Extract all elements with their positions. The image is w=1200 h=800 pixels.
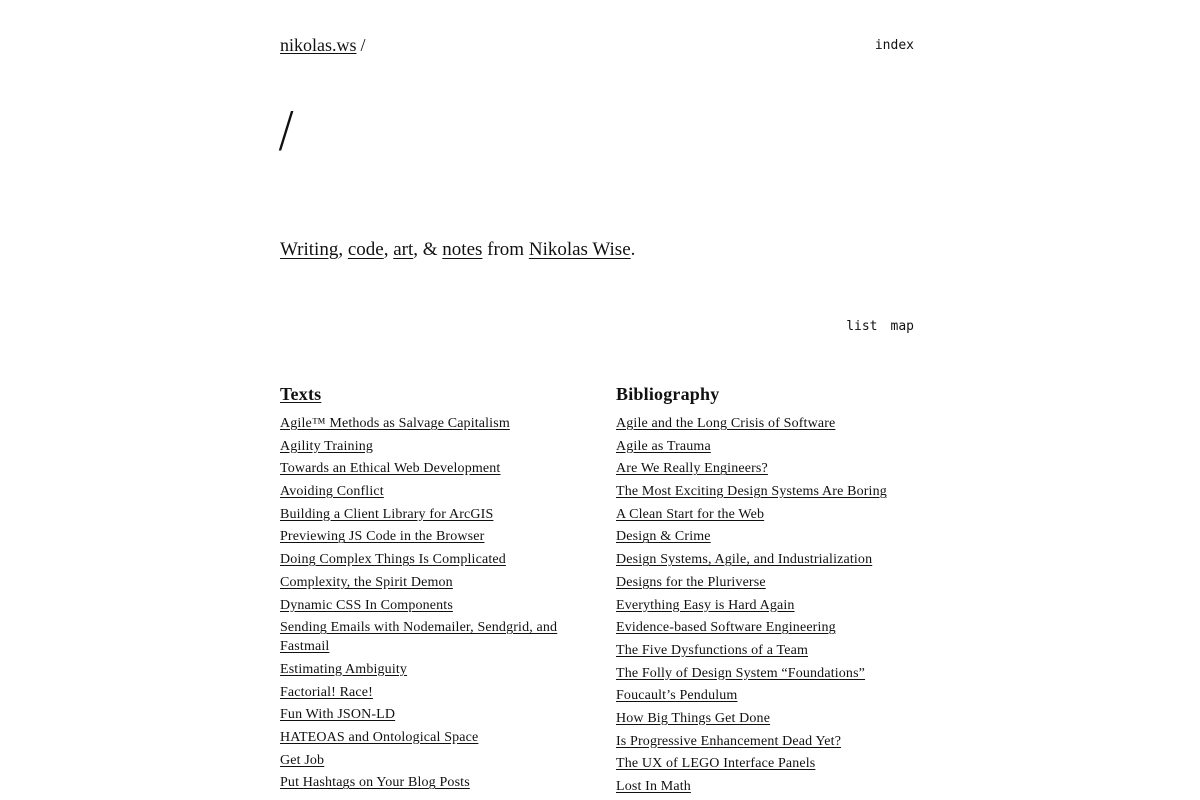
intro-comma: , bbox=[338, 239, 344, 260]
bibliography-link[interactable]: Designs for the Pluriverse bbox=[616, 574, 766, 590]
list-item bbox=[616, 709, 926, 728]
list-item bbox=[280, 437, 580, 456]
text-link[interactable]: Get Job bbox=[280, 752, 325, 768]
bibliography-link[interactable]: Everything Easy is Hard Again bbox=[616, 597, 795, 613]
bibliography-link[interactable]: Foucault’s Pendulum bbox=[616, 688, 738, 704]
bibliography-link[interactable]: The UX of LEGO Interface Panels bbox=[616, 756, 816, 772]
list-item bbox=[616, 505, 926, 524]
list-item bbox=[280, 773, 580, 792]
text-link[interactable]: Complexity, the Spirit Demon bbox=[280, 574, 453, 590]
list-item bbox=[616, 596, 926, 615]
map-view-button[interactable]: map bbox=[890, 319, 914, 334]
list-item bbox=[616, 618, 926, 637]
author-link[interactable]: Nikolas Wise bbox=[528, 239, 631, 260]
bibliography-link[interactable]: Evidence-based Software Engineering bbox=[616, 620, 836, 636]
art-link[interactable]: art bbox=[393, 239, 414, 260]
list-item bbox=[280, 705, 580, 724]
text-link[interactable]: Doing Complex Things Is Complicated bbox=[280, 552, 506, 568]
intro-period: . bbox=[630, 239, 636, 260]
intro-comma: , bbox=[383, 239, 389, 260]
bibliography-link[interactable]: Agile as Trauma bbox=[616, 438, 711, 454]
text-link[interactable]: Dynamic CSS In Components bbox=[280, 597, 453, 613]
site-header bbox=[280, 33, 914, 59]
text-link[interactable]: Sending Emails with Nodemailer, Sendgrid, and Fastmail bbox=[280, 620, 558, 655]
list-item bbox=[280, 728, 580, 747]
bibliography-column bbox=[616, 382, 926, 800]
site-name-link[interactable]: nikolas.ws bbox=[280, 35, 357, 55]
list-item bbox=[280, 573, 580, 592]
bibliography-link[interactable]: Lost In Math bbox=[616, 779, 691, 794]
list-view-button[interactable]: list bbox=[846, 319, 878, 334]
text-link[interactable]: Towards an Ethical Web Development bbox=[280, 461, 501, 477]
list-item bbox=[280, 505, 580, 524]
writing-link[interactable]: Writing bbox=[280, 239, 339, 260]
list-item bbox=[280, 618, 580, 656]
breadcrumb bbox=[280, 33, 366, 57]
bibliography-link[interactable]: How Big Things Get Done bbox=[616, 710, 771, 726]
intro-text bbox=[280, 236, 635, 264]
bibliography-list bbox=[616, 414, 926, 796]
text-link[interactable]: Fun With JSON-LD bbox=[280, 707, 396, 723]
text-link[interactable]: HATEOAS and Ontological Space bbox=[280, 729, 479, 745]
list-item bbox=[280, 660, 580, 679]
texts-column bbox=[280, 382, 580, 796]
list-item bbox=[616, 664, 926, 683]
bibliography-link[interactable]: Are We Really Engineers? bbox=[616, 461, 768, 477]
list-item bbox=[616, 414, 926, 433]
breadcrumb-separator: / bbox=[360, 35, 366, 55]
text-link[interactable]: Building a Client Library for ArcGIS bbox=[280, 506, 494, 522]
text-link[interactable]: Agile™ Methods as Salvage Capitalism bbox=[280, 416, 510, 431]
bibliography-link[interactable]: The Most Exciting Design Systems Are Boring bbox=[616, 484, 887, 500]
list-item bbox=[280, 683, 580, 702]
text-link[interactable]: Avoiding Conflict bbox=[280, 484, 384, 500]
text-link[interactable]: Previewing JS Code in the Browser bbox=[280, 529, 485, 545]
index-link[interactable]: index bbox=[874, 38, 914, 53]
list-item bbox=[616, 641, 926, 660]
list-item bbox=[616, 482, 926, 501]
list-item bbox=[616, 754, 926, 773]
notes-link[interactable]: notes bbox=[442, 239, 483, 260]
list-item bbox=[280, 459, 580, 478]
bibliography-link[interactable]: The Five Dysfunctions of a Team bbox=[616, 642, 808, 658]
texts-heading bbox=[280, 382, 580, 406]
list-item bbox=[616, 686, 926, 705]
texts-heading-link[interactable]: Texts bbox=[280, 384, 322, 404]
list-item bbox=[616, 459, 926, 478]
page-title: / bbox=[278, 102, 295, 158]
bibliography-link[interactable]: The Folly of Design System “Foundations” bbox=[616, 665, 866, 681]
list-item bbox=[616, 527, 926, 546]
text-link[interactable]: Estimating Ambiguity bbox=[280, 661, 408, 677]
view-toggle bbox=[846, 318, 914, 336]
text-link[interactable]: Agility Training bbox=[280, 438, 374, 454]
bibliography-link[interactable]: Agile and the Long Crisis of Software bbox=[616, 416, 836, 431]
texts-list bbox=[280, 414, 580, 792]
code-link[interactable]: code bbox=[347, 239, 384, 260]
list-item bbox=[616, 732, 926, 751]
list-item bbox=[280, 751, 580, 770]
list-item bbox=[616, 550, 926, 569]
bibliography-link[interactable]: A Clean Start for the Web bbox=[616, 506, 765, 522]
bibliography-link[interactable]: Design & Crime bbox=[616, 529, 711, 545]
list-item bbox=[616, 777, 926, 796]
bibliography-link[interactable]: Is Progressive Enhancement Dead Yet? bbox=[616, 733, 842, 749]
list-item bbox=[280, 596, 580, 615]
intro-from: from bbox=[487, 239, 525, 260]
list-item bbox=[616, 573, 926, 592]
text-link[interactable]: Factorial! Race! bbox=[280, 684, 373, 700]
list-item bbox=[280, 414, 580, 433]
bibliography-link[interactable]: Design Systems, Agile, and Industrialization bbox=[616, 552, 873, 568]
list-item bbox=[280, 482, 580, 501]
bibliography-heading: Bibliography bbox=[616, 384, 720, 404]
list-item bbox=[280, 550, 580, 569]
intro-ampersand: , & bbox=[413, 239, 438, 260]
text-link[interactable]: Put Hashtags on Your Blog Posts bbox=[280, 775, 470, 791]
list-item bbox=[280, 527, 580, 546]
list-item bbox=[616, 437, 926, 456]
